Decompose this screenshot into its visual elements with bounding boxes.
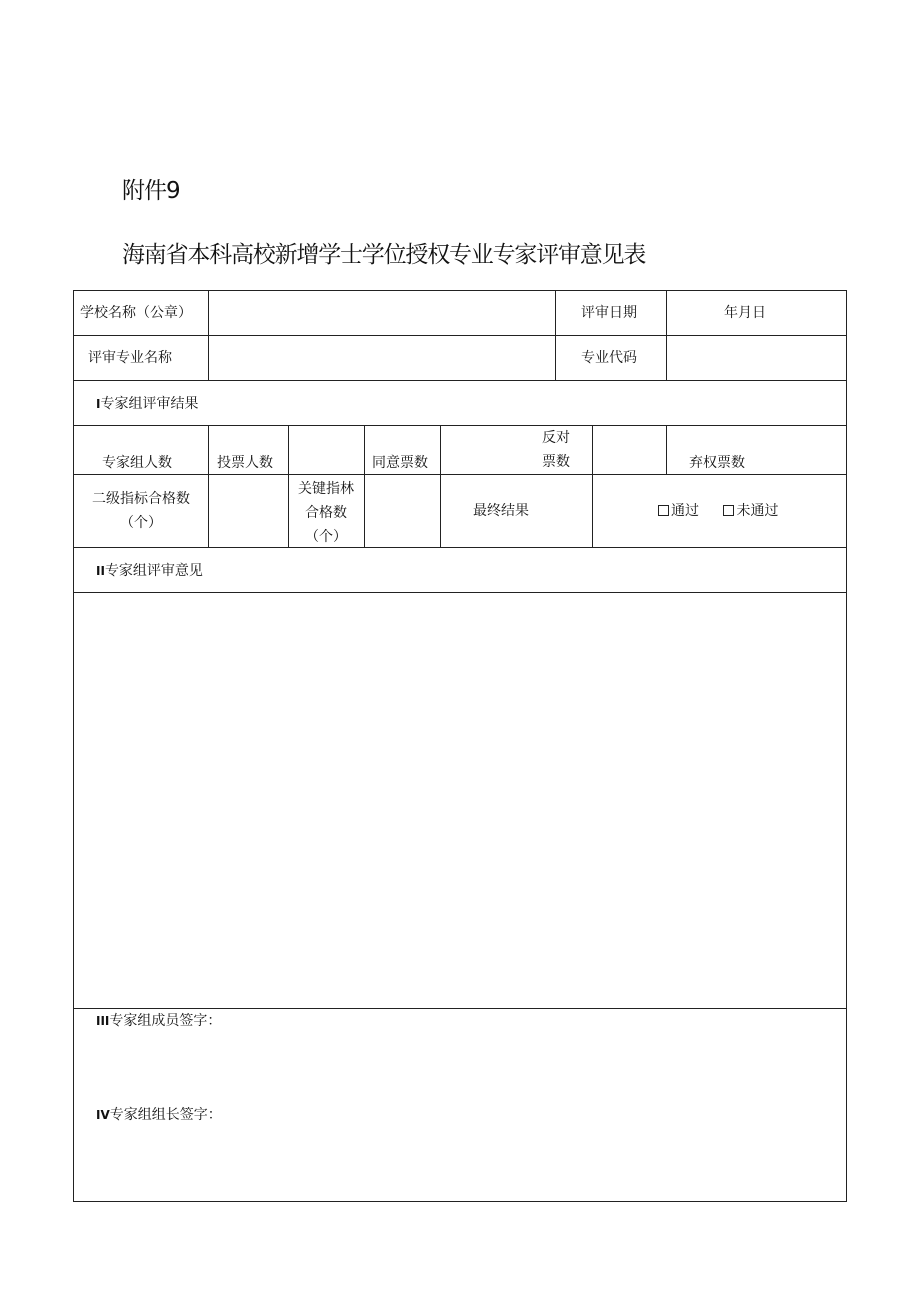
secondary-indicator-field[interactable]: [210, 476, 286, 545]
key-indicator-label: 关键指林 合格数 （个）: [298, 481, 354, 545]
school-name-label: 学校名称（公章）: [80, 305, 192, 321]
review-form-table: [73, 290, 847, 1202]
review-date-label: 评审日期: [581, 305, 637, 321]
member-signature-area[interactable]: [76, 1033, 844, 1103]
school-name-field[interactable]: [210, 293, 553, 333]
oppose-votes-label: 反对 票数: [542, 430, 570, 470]
voter-count-field[interactable]: [290, 427, 362, 472]
col-divider: [555, 291, 556, 380]
col-divider: [288, 425, 289, 547]
section-1-title: 专家组评审结果: [100, 396, 199, 412]
row-divider: [74, 592, 846, 593]
page-title: 海南省本科高校新增学士学位授权专业专家评审意见表: [122, 242, 646, 268]
final-result-label: 最终结果: [473, 503, 529, 519]
section-2-heading: [96, 564, 203, 578]
col-divider: [208, 425, 209, 547]
expert-count-label: 专家组人数: [102, 455, 172, 471]
final-result-options: [658, 504, 778, 518]
col-divider: [208, 291, 209, 380]
oppose-votes-field[interactable]: [594, 427, 664, 472]
fail-checkbox[interactable]: [723, 505, 734, 516]
row-divider: [74, 1008, 846, 1009]
major-code-field[interactable]: [668, 338, 844, 378]
fail-option[interactable]: 未通过: [723, 503, 778, 519]
section-3-heading: [96, 1014, 221, 1028]
col-divider: [364, 425, 365, 547]
section-4-title: 专家组组长签字：: [109, 1107, 222, 1123]
col-divider: [666, 425, 667, 474]
section-2-numeral: II: [96, 564, 105, 578]
major-code-label: 专业代码: [581, 350, 637, 366]
pass-checkbox[interactable]: [658, 505, 669, 516]
review-opinion-area[interactable]: [76, 594, 844, 1006]
section-1-numeral: I: [96, 397, 101, 411]
section-2-title: 专家组评审意见: [104, 563, 203, 579]
leader-signature-area[interactable]: [76, 1127, 844, 1199]
section-3-title: 专家组成员签字：: [109, 1013, 222, 1029]
major-name-field[interactable]: [210, 338, 553, 378]
col-divider: [592, 425, 593, 547]
row-divider: [74, 380, 846, 381]
row-divider: [74, 474, 846, 475]
row-divider: [74, 425, 846, 426]
agree-votes-label: 同意票数: [372, 455, 428, 471]
section-4-heading: [96, 1108, 222, 1122]
secondary-indicator-label: 二级指标合格数 （个）: [92, 491, 190, 531]
attachment-label: 附件9: [122, 178, 180, 204]
row-divider: [74, 335, 846, 336]
row-divider: [74, 547, 846, 548]
pass-option[interactable]: 通过: [658, 503, 699, 519]
col-divider: [440, 425, 441, 547]
major-name-label: 评审专业名称: [88, 350, 172, 366]
col-divider: [666, 291, 667, 380]
section-3-numeral: III: [96, 1014, 110, 1028]
abstain-votes-label: 弃权票数: [689, 455, 745, 471]
key-indicator-field[interactable]: [366, 476, 438, 545]
section-1-heading: [96, 397, 198, 411]
section-4-numeral: IV: [96, 1108, 110, 1122]
voter-count-label: 投票人数: [217, 455, 273, 471]
review-date-value[interactable]: 年月日: [724, 305, 766, 321]
